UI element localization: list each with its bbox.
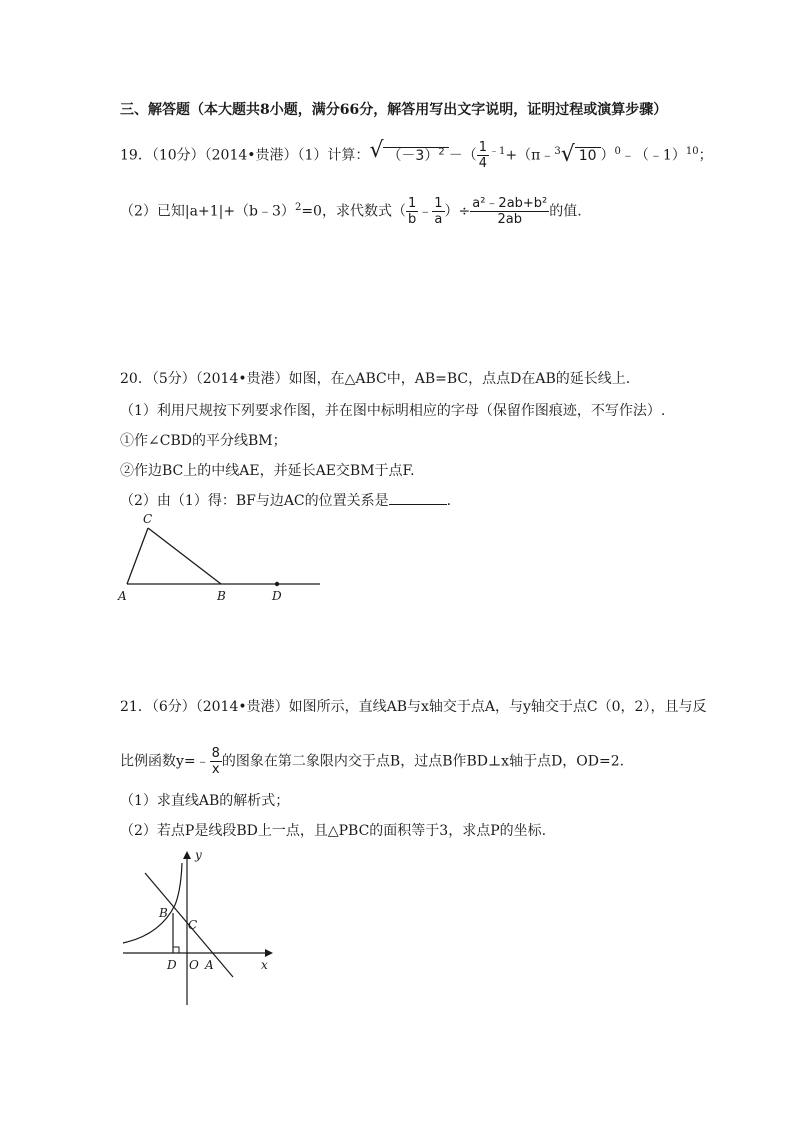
q19-prefix: 19．（10分）（2014•贵港）（1）计算： (120, 147, 370, 164)
q19-exp-10: 10 (685, 145, 699, 157)
q19-minus2: ﹣ (418, 203, 433, 220)
q20-side-ac (127, 528, 148, 584)
q21-label-a: A (205, 958, 214, 972)
q19-frac3-num: 1 (434, 196, 443, 211)
q19-frac2-den: b (407, 212, 417, 227)
q19-frac3 (432, 196, 444, 227)
q20-triangle-figure (115, 510, 325, 605)
right-angle-mark (173, 947, 179, 953)
q20-line2: （1）利用尺规按下列要求作图，并在图中标明相应的字母（保留作图痕迹，不写作法）. (120, 403, 666, 419)
answer-blank[interactable] (389, 492, 447, 505)
q19-frac2 (406, 196, 418, 227)
q21-label-o: O (189, 958, 199, 972)
q19-part2-mid: =0，求代数式（ (301, 203, 406, 220)
q19-frac1-num: 1 (478, 140, 488, 155)
q21-frac-num: 8 (211, 746, 220, 761)
section-title: 三、解答题（本大题共8小题，满分66分，解答用写出文字说明，证明过程或演算步骤） (120, 102, 668, 118)
q20-label-c: C (143, 512, 153, 526)
q20-line5-prefix: （2）由（1）得：BF与边AC的位置关系是 (120, 493, 389, 509)
q19-part2-exp: 2 (294, 201, 302, 213)
q20-side-cb (148, 528, 221, 584)
q21-label-b: B (159, 906, 168, 920)
q19-sqrt-content: （－3） (387, 147, 439, 164)
q19-cbrt: √ 10 (561, 147, 601, 165)
q21-coordinate-figure (115, 845, 280, 1010)
q21-label-c: C (188, 918, 198, 932)
x-axis-arrow (265, 949, 273, 957)
q19-frac4-den: 2ab (497, 212, 523, 227)
y-axis-arrow (183, 851, 191, 859)
q21-frac (210, 746, 222, 777)
q21-line2-end: 的图象在第二象限内交于点B，过点B作BD⊥x轴于点D，OD=2. (221, 753, 625, 770)
q20-line5-end: . (446, 493, 452, 509)
q19-frac2-num: 1 (407, 196, 417, 211)
q20-point-d (275, 582, 279, 586)
q19-part2-prefix: （2）已知|a+1|+（b﹣3） (120, 203, 295, 220)
q20-label-b: B (217, 589, 226, 603)
q21-line4: （2）若点P是线段BD上一点，且△PBC的面积等于3，求点P的坐标. (120, 823, 547, 839)
q21-line1: 21．（6分）（2014•贵港）如图所示，直线AB与x轴交于点A，与y轴交于点C（0，2），且与反 (120, 699, 707, 715)
q19-exp-neg1: ﹣1 (489, 145, 506, 157)
q19-frac1-den: 4 (478, 156, 488, 171)
q19-frac4 (470, 196, 549, 227)
q19-frac3-den: a (434, 212, 443, 227)
q21-line2-prefix: 比例函数y=﹣ (120, 753, 210, 770)
q21-line3: （1）求直线AB的解析式； (120, 793, 290, 809)
q20-line3: ①作∠CBD的平分线BM； (120, 433, 287, 449)
q20-line4: ②作边BC上的中线AE，并延长AE交BM于点F. (120, 463, 415, 479)
q19-frac1 (477, 140, 489, 171)
q21-line2 (120, 746, 624, 777)
q20-line1: 20．（5分）（2014•贵港）如图，在△ABC中，AB=BC，点点D在AB的延长线上. (120, 371, 631, 387)
q19-sqrt-exp: 2 (438, 145, 445, 157)
q19-sqrt: √ $(-3)^2$ (369, 143, 448, 165)
q20-label-a: A (118, 589, 127, 603)
q19-end: ； (698, 147, 713, 164)
q19-part2 (120, 196, 582, 227)
q19-cbrt-index: 3 (554, 145, 561, 157)
q19-div: ）÷ (444, 203, 471, 220)
q21-frac-den: x (211, 762, 220, 777)
q19-part2-end: 的值. (549, 203, 582, 220)
q20-label-d: D (272, 589, 282, 603)
q19-tail: ﹣（﹣1） (620, 147, 686, 164)
q19-mid: +（π﹣ (505, 147, 555, 164)
q19-minus1: －（ (448, 147, 477, 164)
q19-part1: 19．（10分）（2014•贵港）（1）计算： √ $(-3)^2$ －（ $\frac{1}{4}$ $^{﹣1}$+（π﹣$^3$ √ 10 ）$^0$﹣（﹣1）$^{10}$； (120, 137, 713, 171)
q19-cbrt-content: 10 (575, 147, 601, 164)
q20-line5 (120, 492, 451, 510)
q19-frac4-num: a²﹣2ab+b² (472, 196, 548, 211)
q21-label-x: x (261, 958, 268, 972)
q21-label-d: D (167, 958, 177, 972)
q19-exp-0: 0 (614, 145, 621, 157)
q21-label-y: y (195, 848, 202, 862)
